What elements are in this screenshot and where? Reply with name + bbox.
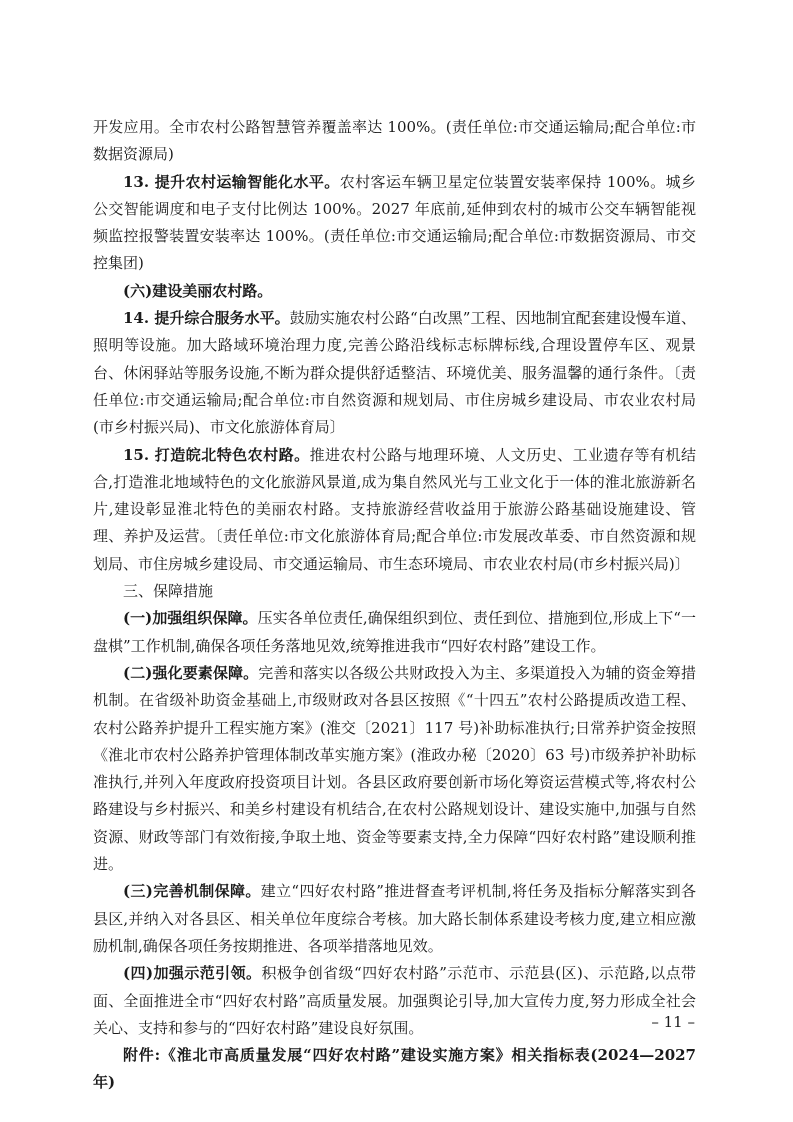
item-text: 鼓励实施农村公路“白改黑”工程、因地制宜配套建设慢车道、照明等设施。加大路域环境治理力度,完善公路沿线标志标牌标线,合理设置停车区、观景台、休闲驿站等服务设施,不断为群众提供舒适整洁、环境优美、服务温馨的通行条件。〔责任单位:市交通运输局;配合单位:市自然资源和规划局、市住房城乡建设局、市农业农村局(市乡村振兴局)、市文化旅游体育局〕	[93, 309, 696, 437]
section-heading-3: 三、保障措施	[123, 582, 214, 601]
paragraph-item-15	[93, 442, 696, 578]
item-heading: (四)加强示范引领。	[123, 964, 262, 983]
item-heading: 14. 提升综合服务水平。	[123, 309, 290, 328]
paragraph-measure-3	[93, 878, 696, 960]
item-heading: (二)强化要素保障。	[123, 663, 259, 682]
item-text: 推进农村公路与地理环境、人文历史、工业遗存等有机结合,打造淮北地域特色的文化旅游风景道,成为集自然风光与工业文化于一体的淮北旅游新名片,建设彰显淮北特色的美丽农村路。支持旅游经营收益用于旅游公路基础设施建设、管理、养护及运营。〔责任单位:市文化旅游体育局;配合单位:市发展改革委、市自然资源和规划局、市住房城乡建设局、市交通运输局、市生态环境局、市农业农村局(市乡村振兴局)〕	[93, 445, 696, 573]
item-text: 积极争创省级“四好农村路”示范市、示范县(区)、示范路,以点带面、全面推进全市“四好农村路”高质量发展。加强舆论引导,加大宣传力度,努力形成全社会关心、支持和参与的“四好农村路”建设良好氛围。	[93, 964, 697, 1037]
paragraph-measure-1	[93, 605, 696, 660]
paragraph-measure-2	[93, 660, 696, 878]
paragraph-measure-4	[93, 960, 696, 1042]
paragraph-item-14	[93, 305, 696, 441]
item-text: 农村客运车辆卫星定位装置安装率保持 100%。城乡公交智能调度和电子支付比例达 100%。2027 年底前,延伸到农村的城市公交车辆智能视频监控报警装置安装率达 100%。(责任单位:市交通运输局;配合单位:市数据资源局、市交控集团)	[93, 172, 696, 273]
paragraph-item-13	[93, 169, 696, 278]
paragraph-continuation: 开发应用。全市农村公路智慧管养覆盖率达 100%。(责任单位:市交通运输局;配合单位:市数据资源局)	[93, 118, 696, 164]
document-body	[93, 114, 696, 1097]
item-heading: 15. 打造皖北特色农村路。	[123, 445, 310, 464]
item-heading: (一)加强组织保障。	[123, 609, 258, 628]
attachment-line: 附件:《淮北市高质量发展“四好农村路”建设实施方案》相关指标表(2024—2027 年)	[93, 1046, 696, 1092]
page-number: – 11 –	[651, 1013, 695, 1031]
item-heading: (三)完善机制保障。	[123, 882, 261, 901]
item-text: 完善和落实以各级公共财政投入为主、多渠道投入为辅的资金筹措机制。在省级补助资金基础上,市级财政对各县区按照《“十四五”农村公路提质改造工程、农村公路养护提升工程实施方案》(淮交〔2021〕117 号)补助标准执行;日常养护资金按照《淮北市农村公路养护管理体制改革实施方案》(淮政办秘〔2020〕63 号)市级养护补助标准执行,并列入年度政府投资项目计划。各县区政府要创新市场化筹资运营模式等,将农村公路建设与乡村振兴、和美乡村建设有机结合,在农村公路规划设计、建设实施中,加强与自然资源、财政等部门有效衔接,争取土地、资金等要素支持,全力保障“四好农村路”建设顺利推进。	[93, 663, 696, 874]
item-text: 压实各单位责任,确保组织到位、责任到位、措施到位,形成上下“一盘棋”工作机制,确保各项任务落地见效,统筹推进我市“四好农村路”建设工作。	[93, 609, 696, 655]
item-heading: 13. 提升农村运输智能化水平。	[123, 172, 340, 191]
section-heading-6: (六)建设美丽农村路。	[123, 281, 273, 300]
item-text: 建立“四好农村路”推进督查考评机制,将任务及指标分解落实到各县区,并纳入对各县区、相关单位年度综合考核。加大路长制体系建设考核力度,建立相应激励机制,确保各项任务按期推进、各项举措落地见效。	[93, 882, 697, 955]
